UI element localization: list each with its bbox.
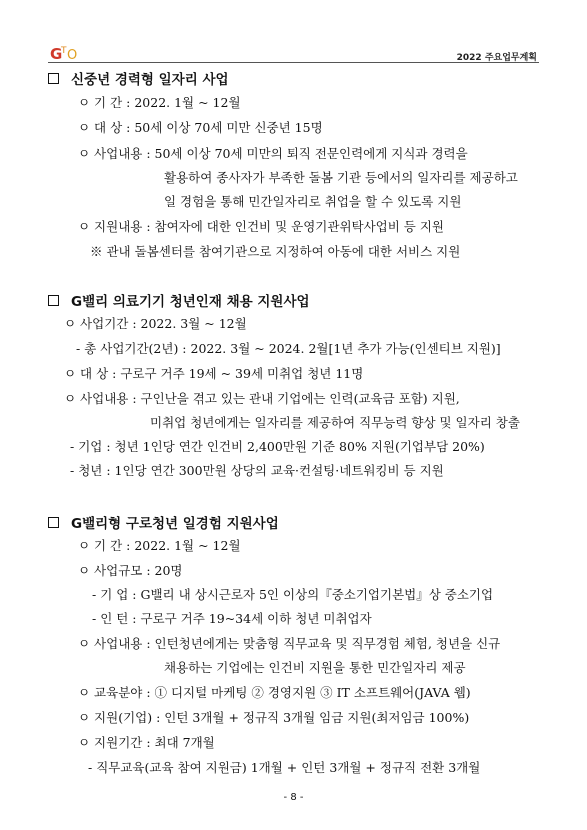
checkbox-square-icon [48,517,59,528]
svg-text:T: T [61,46,67,56]
gto-logo [48,40,84,64]
sub-item: - 직무교육(교육 참여 지원금) 1개월 + 인턴 3개월 + 정규직 전환 3개월 [88,760,481,775]
note-item: ※ 관내 돌봄센터를 참여기관으로 지정하여 아동에 대한 서비스 지원 [90,244,461,259]
svg-text:G: G [50,45,63,63]
section-title-3 [48,512,279,532]
list-item: ㅇ 대 상 : 구로구 거주 19세 ~ 39세 미취업 청년 11명 [64,366,364,381]
section-title-text: G밸리 의료기기 청년인재 채용 지원사업 [71,294,310,310]
sub-item: - 인 턴 : 구로구 거주 19~34세 이하 청년 미취업자 [92,611,372,626]
list-item: 채용하는 기업에는 인건비 지원을 통한 민간일자리 제공 [164,660,466,675]
list-item: 활용하여 종사자가 부족한 돌봄 기관 등에서의 일자리를 제공하고 [164,170,518,185]
checkbox-square-icon [48,295,59,306]
section-title-text: G밸리형 구로청년 일경험 지원사업 [71,516,279,532]
list-item: 미취업 청년에게는 일자리를 제공하여 직무능력 향상 및 일자리 창출 [150,415,520,430]
sub-item: - 청년 : 1인당 연간 300만원 상당의 교육·컨설팅·네트워킹비 등 지원 [70,463,444,478]
list-item: 일 경험을 통해 민간일자리로 취업을 할 수 있도록 지원 [164,194,462,209]
sub-item: - 총 사업기간(2년) : 2022. 3월 ~ 2024. 2월[1년 추가 가능(인센티브 지원)] [76,341,501,356]
section-title-text: 신중년 경력형 일자리 사업 [71,72,229,88]
section-title-1 [48,68,229,88]
document-title: 2022 주요업무계획 [456,53,537,63]
page-number: - 8 - [283,792,304,803]
list-item: ㅇ 사업규모 : 20명 [78,563,183,578]
sub-item: - 기업 : 청년 1인당 연간 인건비 2,400만원 기준 80% 지원(기업부담 20%) [70,439,485,454]
list-item: ㅇ 기 간 : 2022. 1월 ~ 12월 [78,95,241,110]
list-item: ㅇ 기 간 : 2022. 1월 ~ 12월 [78,538,241,553]
list-item: ㅇ 사업내용 : 구인난을 겪고 있는 관내 기업에는 인력(교육금 포함) 지원, [64,391,460,406]
sub-item: - 기 업 : G밸리 내 상시근로자 5인 이상의『중소기업기본법』상 중소기업 [92,587,494,602]
svg-text:O: O [67,48,78,63]
list-item: ㅇ 지원기간 : 최대 7개월 [78,735,215,750]
list-item: ㅇ 사업내용 : 인턴청년에게는 맞춤형 직무교육 및 직무경험 체험, 청년을 신규 [78,636,501,651]
header-rule [48,62,539,63]
list-item: ㅇ 사업내용 : 50세 이상 70세 미만의 퇴직 전문인력에게 지식과 경력을 [78,146,468,161]
checkbox-square-icon [48,73,59,84]
list-item: ㅇ 대 상 : 50세 이상 70세 미만 신중년 15명 [78,120,323,135]
list-item: ㅇ 사업기간 : 2022. 3월 ~ 12월 [64,316,247,331]
section-title-2 [48,290,310,310]
list-item: ㅇ 지원내용 : 참여자에 대한 인건비 및 운영기관위탁사업비 등 지원 [78,219,444,234]
list-item: ㅇ 교육분야 : ① 디지털 마케팅 ② 경영지원 ③ IT 소프트웨어(JAVA 웹) [78,685,471,700]
list-item: ㅇ 지원(기업) : 인턴 3개월 + 정규직 3개월 임금 지원(최저임금 100%) [78,710,470,725]
